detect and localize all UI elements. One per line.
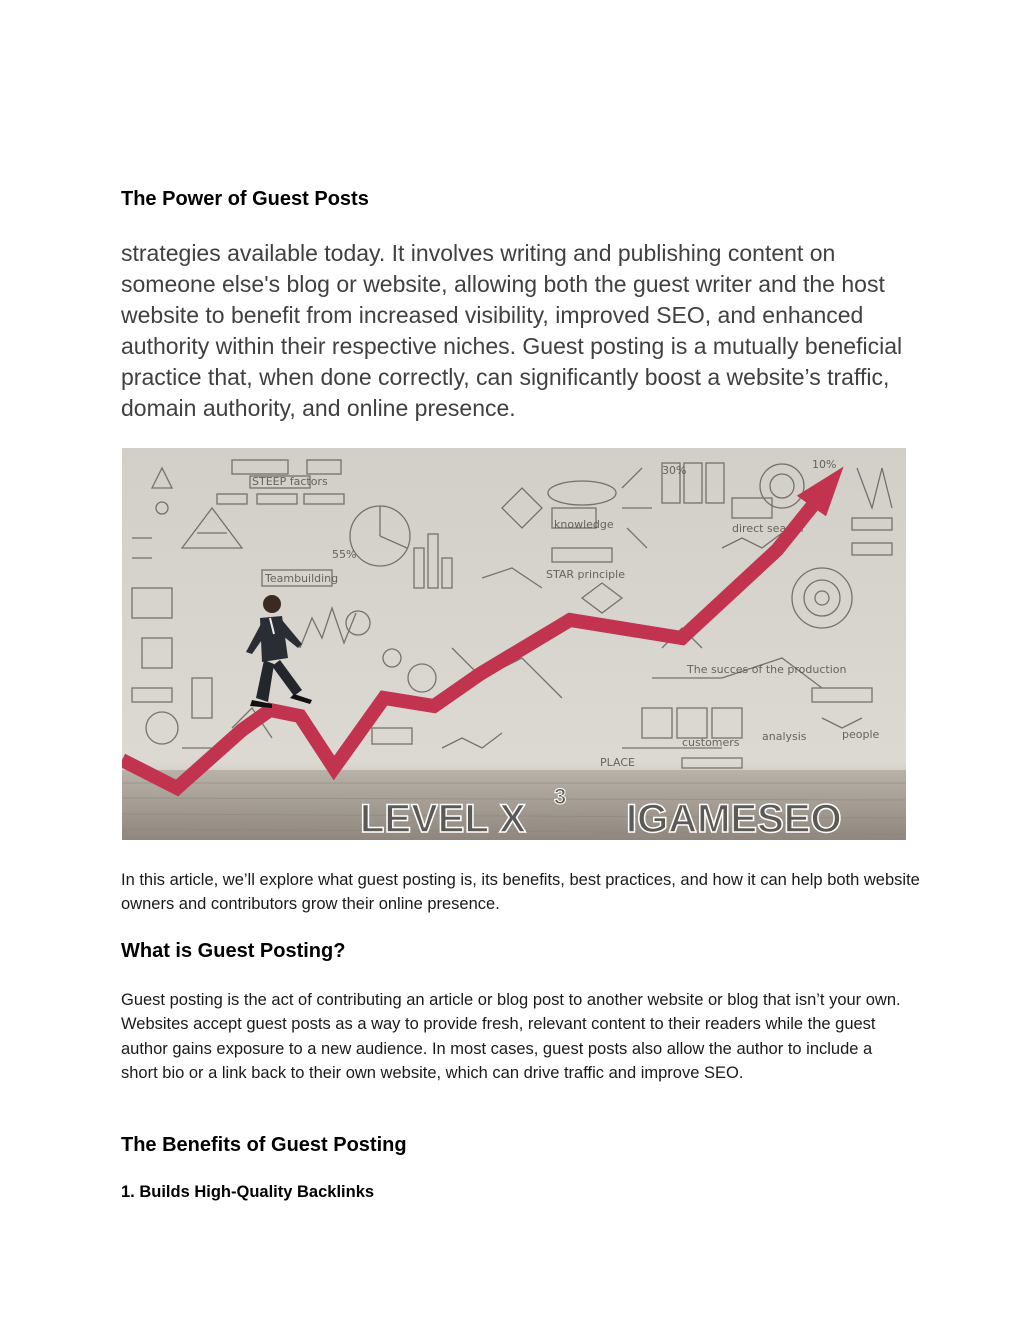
sketch-label: The succes of the production — [687, 663, 847, 676]
sketch-label: 30% — [662, 464, 687, 477]
hero-illustration — [122, 448, 906, 840]
section-heading: What is Guest Posting? — [121, 940, 346, 962]
sketch-label: STAR principle — [546, 568, 625, 581]
article-title: The Power of Guest Posts — [121, 188, 369, 210]
intro-paragraph: In this article, we’ll explore what guest posting is, its benefits, best practices, and how it can help both website owners and contributors grow their online presence. — [121, 871, 920, 913]
sketch-label: 55% — [332, 548, 357, 561]
section-heading: The Benefits of Guest Posting — [121, 1134, 407, 1156]
sketch-label: direct search — [732, 522, 804, 535]
watermark-left: LEVEL X — [360, 797, 526, 840]
watermark-superscript: 3 — [554, 784, 567, 809]
sketch-label: PLACE — [600, 756, 635, 769]
sketch-label: customers — [682, 736, 740, 749]
sketch-label: knowledge — [554, 518, 614, 531]
sketch-label: analysis — [762, 730, 807, 743]
sketch-label: STEEP factors — [252, 475, 328, 488]
sketch-label: people — [842, 728, 880, 741]
subheading: 1. Builds High-Quality Backlinks — [121, 1183, 375, 1201]
watermark-right: IGAMESEO — [626, 797, 842, 840]
sketch-label: 10% — [812, 458, 837, 471]
lead-paragraph: strategies available today. It involves writing and publishing content on someone else's blog or website, allowing both the guest writer and the host website to benefit from increased visibility, improved SEO, and enhanced authority within their respective niches. Guest posting is a mutually beneficial practice that, when done correctly, can significantly boost a website’s traffic, domain authority, and online presence. — [121, 240, 903, 421]
section-paragraph: Guest posting is the act of contributing an article or blog post to another website or blog that isn’t your own. Websites accept guest posts as a way to provide fresh, relevant content to their readers while the guest author gains exposure to a new audience. In most cases, guest posts also allow the author to include a short bio or a link back to their own website, which can drive traffic and improve SEO. — [121, 991, 901, 1083]
hero-image — [122, 448, 906, 840]
sketch-label: Teambuilding — [265, 572, 339, 585]
